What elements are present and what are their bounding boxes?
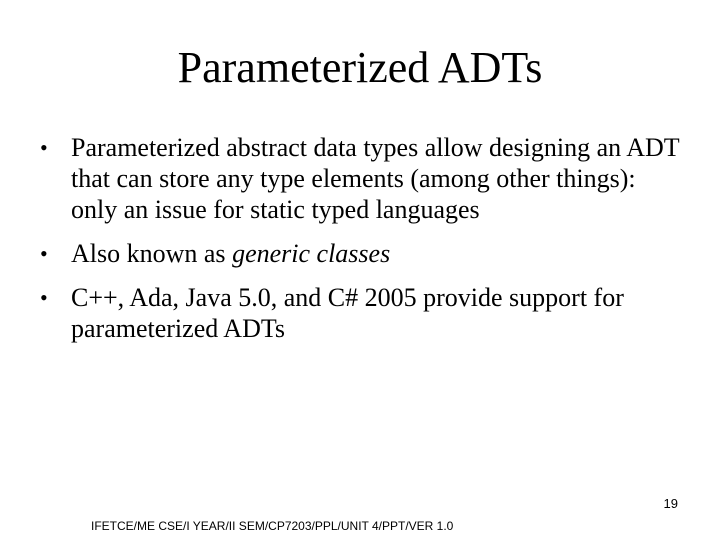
bullet-text-emphasis: generic classes: [232, 239, 391, 268]
bullet-item-3: [40, 282, 680, 344]
bullet-marker: •: [40, 285, 48, 310]
bullet-item-1: [40, 132, 680, 225]
bullet-text-prefix: Also known as: [71, 239, 233, 268]
bullet-text: C++, Ada, Java 5.0, and C# 2005 provide support for parameterized ADTs: [71, 283, 624, 343]
bullet-marker: •: [40, 241, 48, 266]
bullet-text: [71, 239, 390, 268]
slide-title: Parameterized ADTs: [177, 43, 543, 92]
bullet-text: Parameterized abstract data types allow designing an ADT that can store any type elements (among other things): only an issue for static typed languages: [71, 133, 680, 224]
bullet-list: [40, 132, 680, 357]
footer-text: IFETCE/ME CSE/I YEAR/II SEM/CP7203/PPL/UNIT 4/PPT/VER 1.0: [91, 519, 454, 533]
bullet-item-2: [40, 238, 680, 269]
page-number: 19: [663, 496, 678, 511]
bullet-marker: •: [40, 135, 48, 160]
